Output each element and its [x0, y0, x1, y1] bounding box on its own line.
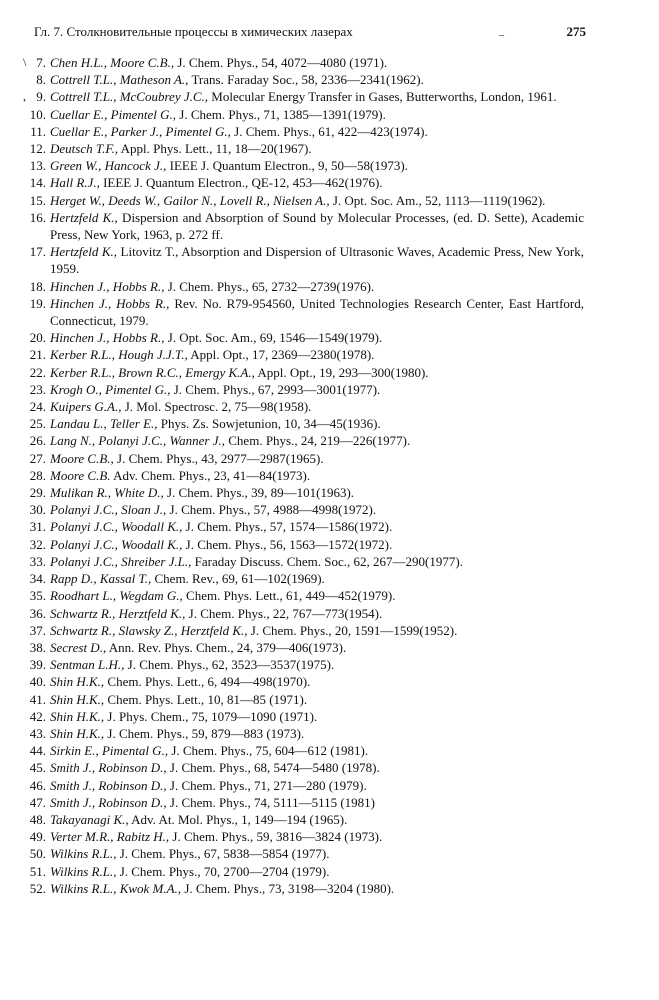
reference-number: 52.: [29, 880, 46, 896]
reference-authors: Rapp D., Kassal T.,: [50, 571, 152, 587]
reference-authors: Takayanagi K.,: [50, 811, 129, 827]
reference-source: J. Chem. Phys., 73, 3198—3204 (1980).: [181, 880, 395, 896]
reference-item: [28, 691, 584, 708]
reference-number: 32.: [29, 536, 46, 552]
reference-source: Chem. Rev., 69, 61—102(1969).: [151, 571, 325, 587]
reference-item: [23, 88, 584, 105]
reference-number: 40.: [29, 674, 46, 690]
reference-item: [28, 157, 584, 174]
reference-number: 45.: [29, 760, 46, 776]
reference-source: J. Chem. Phys., 74, 5111—5115 (1981): [166, 794, 376, 810]
reference-authors: Cuellar E., Pimentel G.,: [50, 106, 177, 122]
reference-authors: Herget W., Deeds W., Gailor N., Lovell R., Nielsen A.,: [50, 192, 330, 208]
reference-authors: Shin H.K.,: [50, 708, 105, 724]
reference-authors: Moore C.B.: [50, 467, 111, 483]
reference-item: [28, 845, 584, 862]
reference-source: Chem. Phys. Lett., 61, 449—452(1979).: [182, 588, 396, 604]
reference-number: 12.: [29, 141, 46, 157]
reference-authors: Sirkin E., Pimental G.,: [50, 743, 169, 759]
reference-source: Appl. Opt., 17, 2369—2380(1978).: [187, 347, 375, 363]
reference-authors: Green W., Hancock J.,: [50, 158, 167, 174]
reference-item: [28, 708, 584, 725]
reference-source: J. Chem. Phys., 61, 422—423(1974).: [230, 123, 428, 139]
reference-authors: Cottrell T.L., Matheson A.,: [50, 72, 189, 88]
reference-item: [28, 811, 584, 828]
reference-authors: Smith J., Robinson D.,: [50, 794, 167, 810]
reference-item: [28, 398, 584, 415]
reference-authors: Lang N., Polanyi J.C., Wanner J.,: [50, 433, 226, 449]
running-title: Гл. 7. Столкновительные процессы в химических лазерах: [34, 24, 353, 39]
reference-number: 26.: [29, 433, 46, 449]
reference-number: 20.: [29, 330, 46, 346]
reference-number: 35.: [29, 588, 46, 604]
reference-authors: Polanyi J.C., Shreiber J.L.,: [50, 553, 192, 569]
reference-source: J. Chem. Phys., 71, 1385—1391(1979).: [176, 106, 386, 122]
reference-authors: Wilkins R.L.,: [50, 863, 117, 879]
reference-authors: Polanyi J.C., Woodall K.,: [50, 536, 183, 552]
reference-source: J. Opt. Soc. Am., 69, 1546—1549(1979).: [164, 330, 383, 346]
reference-source: J. Chem. Phys., 62, 3523—3537(1975).: [124, 657, 335, 673]
reference-authors: Landau L., Teller E.,: [50, 416, 158, 432]
reference-item: [28, 742, 584, 759]
reference-item: [28, 880, 584, 897]
reference-source: J. Chem. Phys., 68, 5474—5480 (1978).: [166, 760, 380, 776]
reference-item: [28, 346, 584, 363]
reference-number: 23.: [29, 381, 46, 397]
reference-item: [28, 192, 584, 209]
reference-item: [28, 432, 584, 449]
reference-number: 47.: [29, 794, 46, 810]
reference-source: J. Chem. Phys., 67, 5838—5854 (1977).: [116, 846, 330, 862]
reference-source: Dispersion and Absorption of Sound by Molecular Processes, (ed. D. Sette), Academic Press, New York, 1963, p. 272 ff.: [50, 209, 584, 243]
reference-item: [28, 639, 584, 656]
reference-item: [28, 329, 584, 346]
reference-number: 33.: [29, 553, 46, 569]
reference-source: IEEE J. Quantum Electron., 9, 50—58(1973).: [166, 158, 408, 174]
reference-source: J. Chem. Phys., 59, 3816—3824 (1973).: [169, 829, 383, 845]
reference-authors: Kerber R.L., Hough J.J.T.,: [50, 347, 188, 363]
reference-item: [28, 518, 584, 535]
reference-source: Phys. Zs. Sowjetunion, 10, 34—45(1936).: [157, 416, 381, 432]
reference-source: J. Chem. Phys., 39, 89—101(1963).: [163, 485, 355, 501]
reference-source: Appl. Opt., 19, 293—300(1980).: [254, 364, 429, 380]
reference-source: J. Chem. Phys., 20, 1591—1599(1952).: [247, 622, 458, 638]
page-header: [34, 24, 586, 42]
reference-number: 25.: [29, 416, 46, 432]
reference-item: [28, 71, 584, 88]
reference-source: Appl. Phys. Lett., 11, 18—20(1967).: [118, 141, 312, 157]
reference-source: Adv. Chem. Phys., 23, 41—84(1973).: [110, 467, 311, 483]
reference-number: 17.: [29, 244, 46, 260]
page-number: 275: [566, 24, 586, 39]
reference-item: [23, 54, 584, 71]
reference-item: [28, 553, 584, 570]
reference-number: 38.: [29, 639, 46, 655]
reference-number: 18.: [29, 278, 46, 294]
reference-authors: Cottrell T.L., McCoubrey J.C.,: [50, 89, 209, 105]
reference-number: 49.: [29, 829, 46, 845]
reference-item: [28, 415, 584, 432]
reference-authors: Sentman L.H.,: [50, 657, 125, 673]
reference-number: 36.: [29, 605, 46, 621]
margin-mark: ,: [23, 89, 26, 104]
reference-source: Trans. Faraday Soc., 58, 2336—2341(1962).: [188, 72, 424, 88]
reference-number: 44.: [29, 743, 46, 759]
reference-authors: Schwartz R., Slawsky Z., Herztfeld K.,: [50, 622, 248, 638]
reference-item: [28, 759, 584, 776]
reference-authors: Chen H.L., Moore C.B.,: [50, 55, 175, 70]
reference-authors: Polanyi J.C., Woodall K.,: [50, 519, 183, 535]
reference-list: [23, 54, 584, 897]
reference-item: [28, 484, 584, 501]
reference-source: Chem. Phys. Lett., 6, 494—498(1970).: [104, 674, 311, 690]
reference-source: J. Chem. Phys., 43, 2977—2987(1965).: [113, 450, 324, 466]
reference-authors: Shin H.K.,: [50, 691, 105, 707]
reference-authors: Hertzfeld K.,: [50, 209, 118, 225]
reference-source: Molecular Energy Transfer in Gases, Butterworths, London, 1961.: [208, 89, 557, 105]
reference-authors: Smith J., Robinson D.,: [50, 777, 167, 793]
reference-authors: Hinchen J., Hobbs R.,: [50, 330, 165, 346]
reference-source: J. Chem. Phys., 22, 767—773(1954).: [185, 605, 383, 621]
reference-number: 8.: [36, 72, 46, 88]
reference-item: [28, 209, 584, 243]
reference-number: 27.: [29, 450, 46, 466]
reference-number: 9.: [36, 89, 46, 105]
reference-source: J. Chem. Phys., 70, 2700—2704 (1979).: [116, 863, 330, 879]
margin-mark: \: [23, 55, 27, 69]
reference-authors: Kuipers G.A.,: [50, 399, 122, 415]
reference-source: Rev. No. R79-954560, United Technologies Research Center, East Hartford, Connecticut, 1979.: [50, 295, 584, 329]
reference-authors: Smith J., Robinson D.,: [50, 760, 167, 776]
reference-source: J. Chem. Phys., 67, 2993—3001(1977).: [170, 381, 381, 397]
reference-source: J. Chem. Phys., 56, 1563—1572(1972).: [182, 536, 393, 552]
reference-authors: Cuellar E., Parker J., Pimentel G.,: [50, 123, 231, 139]
reference-source: Faraday Discuss. Chem. Soc., 62, 267—290(1977).: [191, 553, 463, 569]
reference-source: J. Phys. Chem., 75, 1079—1090 (1971).: [104, 708, 318, 724]
reference-item: [28, 828, 584, 845]
reference-source: J. Mol. Spectrosc. 2, 75—98(1958).: [121, 399, 312, 415]
reference-number: 42.: [29, 708, 46, 724]
reference-number: 41.: [29, 691, 46, 707]
reference-authors: Wilkins R.L.,: [50, 846, 117, 862]
reference-authors: Kerber R.L., Brown R.C., Emergy K.A.,: [50, 364, 255, 380]
reference-authors: Hertzfeld K.,: [50, 244, 118, 260]
reference-number: 21.: [29, 347, 46, 363]
reference-item: [28, 278, 584, 295]
reference-number: 28.: [29, 467, 46, 483]
reference-authors: Shin H.K.,: [50, 725, 105, 741]
reference-item: [28, 587, 584, 604]
reference-number: 43.: [29, 725, 46, 741]
reference-authors: Moore C.B.,: [50, 450, 114, 466]
reference-source: J. Chem. Phys., 57, 4988—4998(1972).: [166, 502, 377, 518]
reference-number: 39.: [29, 657, 46, 673]
reference-source: J. Chem. Phys., 59, 879—883 (1973).: [104, 725, 305, 741]
reference-source: Chem. Phys. Lett., 10, 81—85 (1971).: [104, 691, 308, 707]
reference-source: Chem. Phys., 24, 219—226(1977).: [225, 433, 411, 449]
reference-authors: Schwartz R., Herztfeld K.,: [50, 605, 186, 621]
reference-item: [28, 673, 584, 690]
reference-item: [28, 794, 584, 811]
reference-item: [28, 656, 584, 673]
reference-number: 14.: [29, 175, 46, 191]
reference-authors: Polanyi J.C., Sloan J.,: [50, 502, 167, 518]
reference-source: J. Chem. Phys., 54, 4072—4080 (1971).: [174, 55, 388, 70]
reference-number: 30.: [29, 502, 46, 518]
reference-item: [28, 501, 584, 518]
reference-number: 16.: [29, 209, 46, 225]
reference-source: IEEE J. Quantum Electron., QE-12, 453—462(1976).: [99, 175, 383, 191]
reference-number: 11.: [30, 123, 46, 139]
reference-item: [28, 140, 584, 157]
reference-item: [28, 364, 584, 381]
reference-number: 13.: [29, 158, 46, 174]
reference-number: 7.: [36, 55, 46, 70]
reference-authors: Mulikan R., White D.,: [50, 485, 164, 501]
reference-source: J. Chem. Phys., 65, 2732—2739(1976).: [164, 278, 375, 294]
reference-number: 29.: [29, 485, 46, 501]
reference-item: [28, 295, 584, 329]
reference-item: [28, 467, 584, 484]
reference-item: [28, 243, 584, 277]
reference-item: [28, 570, 584, 587]
reference-authors: Deutsch T.F.,: [50, 141, 119, 157]
reference-item: [28, 123, 584, 140]
reference-number: 46.: [29, 777, 46, 793]
reference-authors: Secrest D.,: [50, 639, 107, 655]
reference-item: [28, 174, 584, 191]
reference-item: [28, 863, 584, 880]
reference-source: Ann. Rev. Phys. Chem., 24, 379—406(1973).: [106, 639, 347, 655]
reference-item: [28, 450, 584, 467]
reference-number: 31.: [29, 519, 46, 535]
reference-item: [28, 605, 584, 622]
reference-source: J. Chem. Phys., 71, 271—280 (1979).: [166, 777, 367, 793]
reference-item: [28, 622, 584, 639]
reference-number: 34.: [29, 571, 46, 587]
reference-authors: Hall R.J.,: [50, 175, 100, 191]
reference-authors: Roodhart L., Wegdam G.,: [50, 588, 183, 604]
reference-authors: Shin H.K.,: [50, 674, 105, 690]
reference-authors: Wilkins R.L., Kwok M.A.,: [50, 880, 182, 896]
reference-source: J. Chem. Phys., 75, 604—612 (1981).: [168, 743, 369, 759]
reference-number: 15.: [29, 192, 46, 208]
reference-item: [28, 777, 584, 794]
header-mark: –: [499, 30, 504, 41]
reference-authors: Hinchen J., Hobbs R.,: [50, 278, 165, 294]
reference-number: 22.: [29, 364, 46, 380]
reference-authors: Verter M.R., Rabitz H.,: [50, 829, 170, 845]
reference-number: 48.: [29, 811, 46, 827]
reference-source: Litovitz T., Absorption and Dispersion of Ultrasonic Waves, Academic Press, New York, 1959.: [50, 244, 584, 277]
reference-number: 51.: [29, 863, 46, 879]
reference-item: [28, 106, 584, 123]
reference-authors: Krogh O., Pimentel G.,: [50, 381, 171, 397]
reference-authors: Hinchen J., Hobbs R.,: [50, 295, 170, 311]
reference-number: 24.: [29, 399, 46, 415]
reference-source: J. Opt. Soc. Am., 52, 1113—1119(1962).: [329, 192, 546, 208]
reference-source: Adv. At. Mol. Phys., 1, 149—194 (1965).: [128, 811, 348, 827]
reference-item: [28, 725, 584, 742]
reference-item: [28, 381, 584, 398]
reference-number: 37.: [29, 622, 46, 638]
reference-item: [28, 536, 584, 553]
reference-source: J. Chem. Phys., 57, 1574—1586(1972).: [182, 519, 393, 535]
reference-number: 10.: [29, 106, 46, 122]
reference-number: 50.: [29, 846, 46, 862]
reference-number: 19.: [29, 295, 46, 311]
